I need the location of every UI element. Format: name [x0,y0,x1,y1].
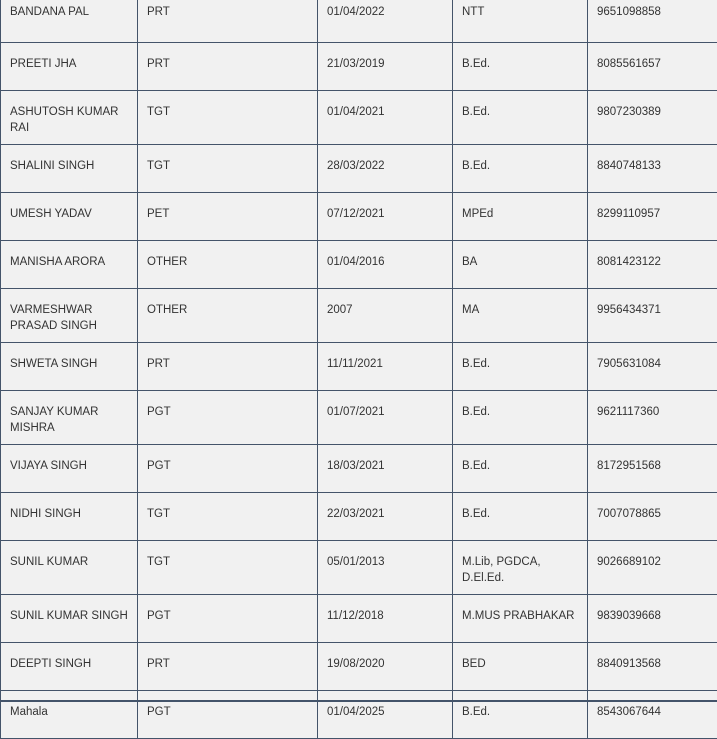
staff-name-cell: DEEPTI SINGH [1,643,138,691]
designation-cell: TGT [138,493,318,541]
phone-cell: 8085561657 [588,43,717,91]
table-row [1,91,717,145]
designation-cell: OTHER [138,289,318,343]
joining-date-cell: 01/04/2025 [318,691,453,739]
qualification-cell: B.Ed. [453,445,588,493]
phone-cell: 7905631084 [588,343,717,391]
staff-name-cell: BANDANA PAL [1,0,138,43]
staff-name-cell: SUNIL KUMAR SINGH [1,595,138,643]
joining-date-cell: 05/01/2013 [318,541,453,595]
table-row [1,595,717,643]
staff-name-cell: ASHUTOSH KUMAR RAI [1,91,138,145]
joining-date-cell: 28/03/2022 [318,145,453,193]
table-row [1,391,717,445]
joining-date-cell: 01/07/2021 [318,391,453,445]
qualification-cell: MA [453,289,588,343]
staff-name-cell: SUNIL KUMAR [1,541,138,595]
table-row [1,643,717,691]
table-row [1,541,717,595]
joining-date-cell: 01/04/2016 [318,241,453,289]
table-row [1,241,717,289]
qualification-cell: M.MUS PRABHAKAR [453,595,588,643]
staff-name-cell: SANJAY KUMAR MISHRA [1,391,138,445]
table-row [1,289,717,343]
joining-date-cell: 19/08/2020 [318,643,453,691]
qualification-cell: B.Ed. [453,691,588,739]
designation-cell: TGT [138,91,318,145]
table-row [1,43,717,91]
designation-cell: TGT [138,145,318,193]
joining-date-cell: 11/12/2018 [318,595,453,643]
designation-cell: PGT [138,691,318,739]
table-row [1,0,717,43]
qualification-cell: B.Ed. [453,391,588,445]
staff-name-cell: Mahala [1,691,138,739]
qualification-cell: B.Ed. [453,343,588,391]
qualification-cell: B.Ed. [453,91,588,145]
designation-cell: OTHER [138,241,318,289]
phone-cell: 9651098858 [588,0,717,43]
phone-cell: 9807230389 [588,91,717,145]
table-row [1,445,717,493]
designation-cell: PRT [138,0,318,43]
designation-cell: PGT [138,445,318,493]
staff-name-cell: SHALINI SINGH [1,145,138,193]
joining-date-cell: 21/03/2019 [318,43,453,91]
phone-cell: 9621117360 [588,391,717,445]
designation-cell: PRT [138,343,318,391]
phone-cell: 9026689102 [588,541,717,595]
staff-name-cell: PREETI JHA [1,43,138,91]
qualification-cell: M.Lib, PGDCA, D.El.Ed. [453,541,588,595]
designation-cell: PRT [138,43,318,91]
qualification-cell: B.Ed. [453,145,588,193]
phone-cell: 8840913568 [588,643,717,691]
qualification-cell: B.Ed. [453,493,588,541]
qualification-cell: BA [453,241,588,289]
phone-cell: 8543067644 [588,691,717,739]
staff-name-cell: VARMESHWAR PRASAD SINGH [1,289,138,343]
qualification-cell: MPEd [453,193,588,241]
joining-date-cell: 01/04/2021 [318,91,453,145]
designation-cell: PET [138,193,318,241]
designation-cell: PRT [138,643,318,691]
staff-name-cell: VIJAYA SINGH [1,445,138,493]
table-row [1,493,717,541]
qualification-cell: B.Ed. [453,43,588,91]
joining-date-cell: 22/03/2021 [318,493,453,541]
joining-date-cell: 18/03/2021 [318,445,453,493]
phone-cell: 8172951568 [588,445,717,493]
joining-date-cell: 11/11/2021 [318,343,453,391]
staff-name-cell: NIDHI SINGH [1,493,138,541]
staff-table-body [1,0,717,739]
table-row [1,691,717,739]
designation-cell: PGT [138,595,318,643]
phone-cell: 7007078865 [588,493,717,541]
joining-date-cell: 01/04/2022 [318,0,453,43]
phone-cell: 8840748133 [588,145,717,193]
staff-name-cell: SHWETA SINGH [1,343,138,391]
phone-cell: 9839039668 [588,595,717,643]
staff-name-cell: MANISHA ARORA [1,241,138,289]
table-row [1,145,717,193]
qualification-cell: NTT [453,0,588,43]
phone-cell: 8299110957 [588,193,717,241]
joining-date-cell: 07/12/2021 [318,193,453,241]
designation-cell: TGT [138,541,318,595]
phone-cell: 8081423122 [588,241,717,289]
table-row [1,343,717,391]
table-row [1,193,717,241]
staff-name-cell: UMESH YADAV [1,193,138,241]
phone-cell: 9956434371 [588,289,717,343]
qualification-cell: BED [453,643,588,691]
designation-cell: PGT [138,391,318,445]
joining-date-cell: 2007 [318,289,453,343]
